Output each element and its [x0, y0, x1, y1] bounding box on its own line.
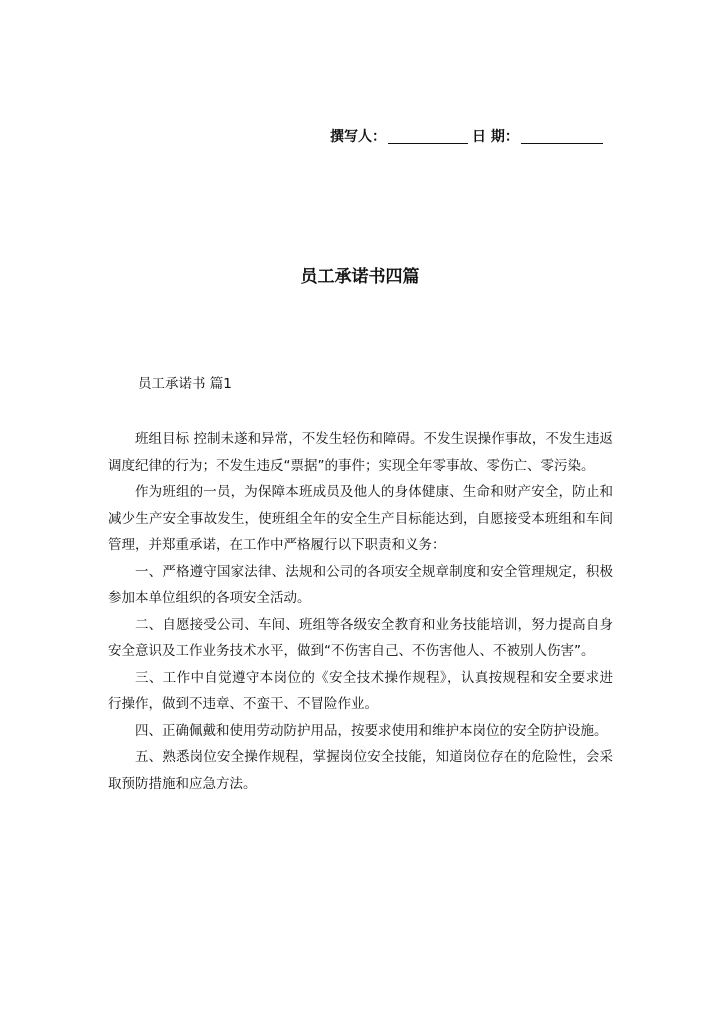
paragraph: 二、自愿接受公司、车间、班组等各级安全教育和业务技能培训，努力提高自身安全意识及工作业务技术水平，做到“不伤害自己、不伤害他人、不被别人伤害”。 — [108, 616, 613, 659]
date-blank — [521, 129, 603, 144]
author-blank — [388, 129, 468, 144]
header-signature-line — [330, 126, 620, 146]
document-title: 员工承诺书四篇 — [300, 267, 420, 287]
paragraph: 作为班组的一员，为保障本班成员及他人的身体健康、生命和财产安全，防止和减少生产安全事故发生，使班组全年的安全生产目标能达到，自愿接受本班组和车间管理，并郑重承诺，在工作中严格履行以下职责和义务： — [108, 484, 613, 553]
date-label: 日 期： — [472, 129, 519, 145]
paragraph: 五、熟悉岗位安全操作规程，掌握岗位安全技能，知道岗位存在的危险性，会采取预防措施和应急方法。 — [108, 749, 613, 792]
author-label: 撰写人： — [330, 129, 386, 145]
paragraph: 一、严格遵守国家法律、法规和公司的各项安全规章制度和安全管理规定，积极参加本单位组织的各项安全活动。 — [108, 563, 613, 606]
document-body — [108, 426, 613, 797]
paragraph: 三、工作中自觉遵守本岗位的《安全技术操作规程》，认真按规程和安全要求进行操作，做到不违章、不蛮干、不冒险作业。 — [108, 669, 613, 712]
paragraph: 班组目标 控制未遂和异常，不发生轻伤和障碍。不发生误操作事故，不发生违返调度纪律的行为；不发生违反“票据”的事件；实现全年零事故、零伤亡、零污染。 — [108, 431, 613, 474]
section-title: 员工承诺书 篇1 — [138, 376, 232, 392]
paragraph: 四、正确佩戴和使用劳动防护用品，按要求使用和维护本岗位的安全防护设施。 — [135, 722, 608, 739]
